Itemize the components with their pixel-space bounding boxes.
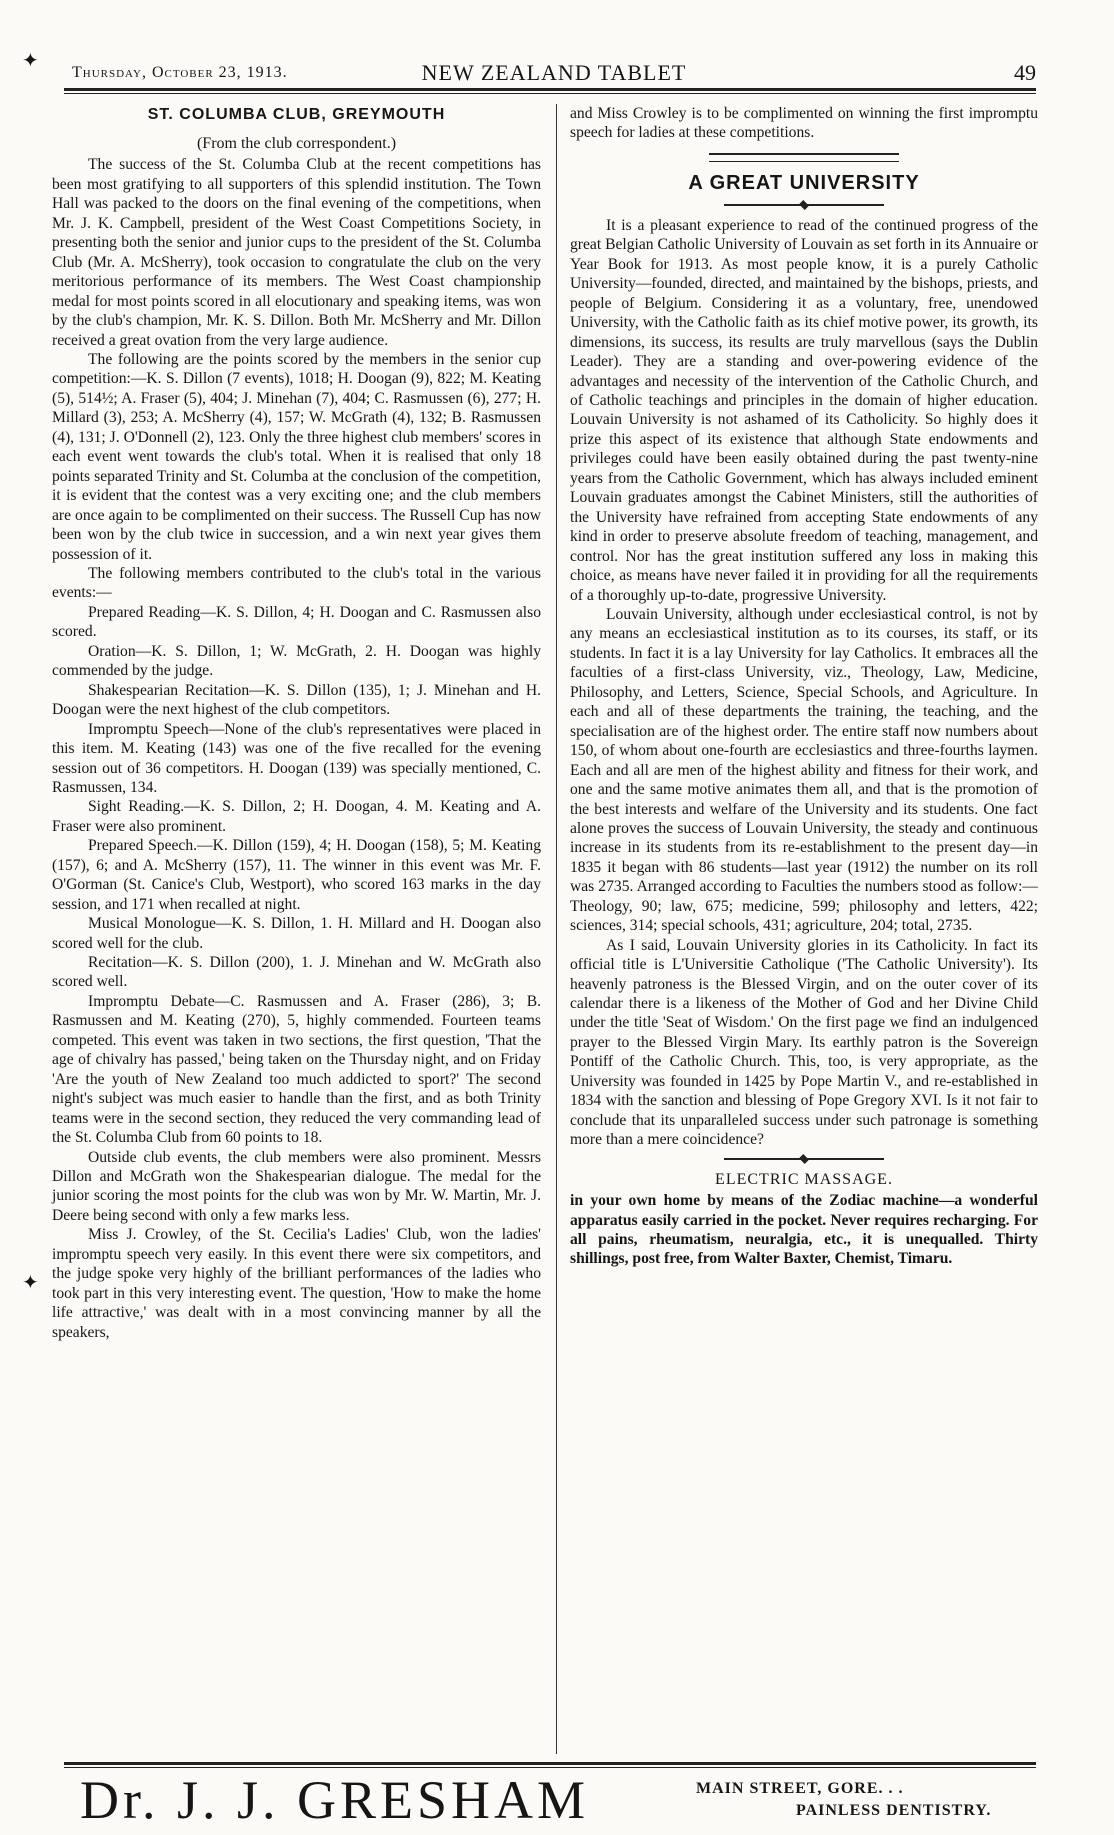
article-title-st-columba: ST. COLUMBA CLUB, GREYMOUTH bbox=[147, 106, 446, 123]
article-paragraph: Sight Reading.—K. S. Dillon, 2; H. Doogan, 4. M. Keating and A. Fraser were also prominent. bbox=[52, 798, 541, 835]
notice-title: ELECTRIC MASSAGE. bbox=[715, 1170, 893, 1188]
issue-date: Thursday, October 23, 1913. bbox=[72, 64, 288, 81]
article-paragraph: The success of the St. Columba Club at the recent competitions has been most gratifying to all supporters of this splendid institution. The Town Hall was packed to the doors on the final evening of the competitions, when Mr. J. K. Campbell, president of the West Coast Competitions Society, in presenting both the senior and junior cups to the president of the St. Columba Club (Mr. A. McSherry), took occasion to congratulate the club on the very meritorious performance of its members. The West Coast championship medal for most points scored in all elocutionary and speaking items, was won by the club's champion, Mr. K. S. Dillon. Both Mr. McSherry and Mr. Dillon received a great ovation from the very large audience. bbox=[52, 156, 541, 349]
advert-rule bbox=[64, 1762, 1036, 1768]
article-paragraph: Louvain University, although under ecclesiastical control, is not by any means an ecclesiastical institution as to its courses, its staff, or its students. In fact it is a lay University for lay Catholics. It embraces all the faculties of a first-class University, viz., Theology, Law, Medicine, Philosophy, and Letters, Science, Special Schools, and Agriculture. In each and all of these departments the training, the teaching, and the specialisation are of the highest order. The entire staff now numbers about 150, of whom about one-fourth are ecclesiastics and three-fourths laymen. Each and all are men of the highest ability and fitness for their work, and one and the same motive animates them all, and that is the promotion of the best interests and welfare of the University and its students. One fact alone proves the success of Louvain University, the steady and continuous increase in its students from its re-establishment to the present day—in 1835 it began with 86 students—last year (1912) the number on its roll was 2735. Arranged according to Faculties the numbers stood as follow:—Theology, 90; law, 675; medicine, 599; philosophy and letters, 422; sciences, 314; special schools, 431; agriculture, 204; total, 2735. bbox=[570, 605, 1038, 935]
article-paragraph: As I said, Louvain University glories in its Catholicity. In fact its official title is L'Universitie Catholique ('The Catholic University'). Its heavenly patroness is the Blessed Virgin, and on the outer cover of its calendar there is a likeness of the Mother of God and her Divine Child under the title 'Seat of Wisdom.' On the first page we find an indulgenced prayer to the Blessed Virgin Mary. Its earthly patron is the Sovereign Pontiff of the Catholic Church. This, too, is very appropriate, as the University was founded in 1425 by Pope Martin V., and re-established in 1834 with the sanction and blessing of Pope Gregory XVI. Is it not fair to conclude that its unparalleled success under such patronage is something more than a mere coincidence? bbox=[570, 936, 1038, 1149]
advert-name: Dr. J. J. GRESHAM bbox=[80, 1770, 590, 1830]
article-title-great-university: A GREAT UNIVERSITY bbox=[688, 171, 920, 194]
article-paragraph: Shakespearian Recitation—K. S. Dillon (135), 1; J. Minehan and H. Doogan were the next highest of the club competitors. bbox=[52, 681, 541, 719]
article-byline: (From the club correspondent.) bbox=[196, 135, 397, 152]
header-rule bbox=[64, 88, 1036, 94]
page-header bbox=[72, 60, 1036, 86]
article-paragraph: The following are the points scored by the members in the senior cup competition:—K. S. Dillon (7 events), 1018; H. Doogan (9), 822; M. Keating (5), 514½; A. Fraser (5), 404; J. Minehan (7), 404; C. Rasmussen (6), 277; H. Millard (3), 253; A. McSherry (4), 157; W. McGrath (4), 132; B. Rasmussen (4), 131; J. O'Donnell (2), 123. Only the three highest club members' scores in each event went towards the club's total. When it is realised that only 18 points separated Trinity and St. Columba at the conclusion of the competition, it is evident that the contest was a very exciting one; and the club members are once again to be complimented on their success. The Russell Cup has now been won by the club twice in succession, and a win next year gives them possession of it. bbox=[52, 350, 541, 563]
article-paragraph: The following members contributed to the club's total in the various events:— bbox=[52, 564, 541, 602]
margin-mark-middle: ✦ bbox=[22, 1272, 39, 1294]
article-paragraph: Musical Monologue—K. S. Dillon, 1. H. Millard and H. Doogan also scored well for the club. bbox=[52, 915, 541, 952]
advert-tagline: PAINLESS DENTISTRY. bbox=[796, 1802, 992, 1819]
left-column bbox=[52, 104, 541, 1342]
article-paragraph: Outside club events, the club members were also prominent. Messrs Dillon and McGrath won the Shakespearian dialogue. The medal for the junior scoring the most points for the club was won by Mr. W. Martin, Mr. J. Deere being second with only a few marks less. bbox=[52, 1148, 541, 1224]
advert-address: MAIN STREET, GORE. . . bbox=[696, 1780, 904, 1797]
article-paragraph: It is a pleasant experience to read of the continued progress of the great Belgian Catholic University of Louvain as set forth in its Annuaire or Year Book for 1913. As most people know, it is a purely Catholic University—founded, directed, and maintained by the bishops, priests, and people of Belgium. Considering it as a voluntary, free, unendowed University, with the Catholic faith as its chief motive power, its growth, its dimensions, its success, its results are truly marvellous (says the Dublin Leader). They are a standing and over-powering evidence of the advantages and necessity of the intervention of the Catholic Church, and of Catholic teachings and principles in the domain of higher education. Louvain University is not ashamed of its Catholicity. So highly does it prize this aspect of its existence that although State endowments and privileges could have been easily obtained during the past twenty-nine years from the Catholic Government, which has always included eminent Louvain graduates amongst the Cabinet Ministers, still the authorities of the University have refrained from accepting State endowments of any kind in order to preserve absolute freedom of teaching, management, and control. Nor has the great institution suffered any loss in making this choice, as means have never failed it in providing for all the requirements of a thoroughly up-to-date, progressive University. bbox=[570, 216, 1038, 604]
advert-details bbox=[690, 1778, 1040, 1822]
article-paragraph: Impromptu Debate—C. Rasmussen and A. Fraser (286), 3; B. Rasmussen and M. Keating (270), 5, highly commended. Fourteen teams competed. This event was taken in two sections, the first question, 'That the age of chivalry has passed,' being taken on the Thursday night, and on Friday 'Are the youth of New Zealand too much addicted to sport?' The second night's subject was much easier to handle than the first, and as both Trinity teams were in the second section, they reduced the very commanding lead of the St. Columba Club from 60 points to 18. bbox=[52, 992, 541, 1147]
article-paragraph: Prepared Reading—K. S. Dillon, 4; H. Doogan and C. Rasmussen also scored. bbox=[52, 603, 541, 641]
page-number: 49 bbox=[1014, 60, 1036, 85]
article-paragraph: Recitation—K. S. Dillon (200), 1. J. Minehan and W. McGrath also scored well. bbox=[52, 954, 541, 991]
title-ornament bbox=[724, 204, 884, 206]
column-divider bbox=[556, 104, 557, 1754]
article-continuation: and Miss Crowley is to be complimented on winning the first impromptu speech for ladies at these competitions. bbox=[570, 105, 1038, 142]
section-divider bbox=[709, 153, 899, 162]
right-column bbox=[570, 104, 1038, 1269]
margin-mark-top: ✦ bbox=[22, 50, 39, 72]
article-paragraph: Oration—K. S. Dillon, 1; W. McGrath, 2. H. Doogan was highly commended by the judge. bbox=[52, 642, 541, 680]
notice-text: in your own home by means of the Zodiac machine—a wonderful apparatus easily carried in the pocket. Never requires recharging. For all pains, rheumatism, neuralgia, etc., it is unequalled. Thirty shillings, post free, from Walter Baxter, Chemist, Timaru. bbox=[570, 1192, 1038, 1268]
article-paragraph: Miss J. Crowley, of the St. Cecilia's Ladies' Club, won the ladies' impromptu speech very easily. In this event there were six competitors, and the judge spoke very highly of the brilliant performances of the ladies who took part in this very interesting event. The question, 'How to make the home life attractive,' was dealt with in a most convincing manner by all the speakers, bbox=[52, 1226, 541, 1341]
article-paragraph: Prepared Speech.—K. Dillon (159), 4; H. Doogan (158), 5; M. Keating (157), 6; and A. McSherry (157), 11. The winner in this event was Mr. F. O'Gorman (St. Canice's Club, Westport), who scored 163 marks in the day session, and 171 when recalled at night. bbox=[52, 837, 541, 913]
section-divider bbox=[724, 1158, 884, 1160]
newspaper-title: NEW ZEALAND TABLET bbox=[421, 60, 687, 85]
article-paragraph: Impromptu Speech—None of the club's representatives were placed in this item. M. Keating (143) was one of the five recalled for the evening session out of 36 competitors. H. Doogan (139) was specially mentioned, C. Rasmussen, 134. bbox=[52, 720, 541, 796]
